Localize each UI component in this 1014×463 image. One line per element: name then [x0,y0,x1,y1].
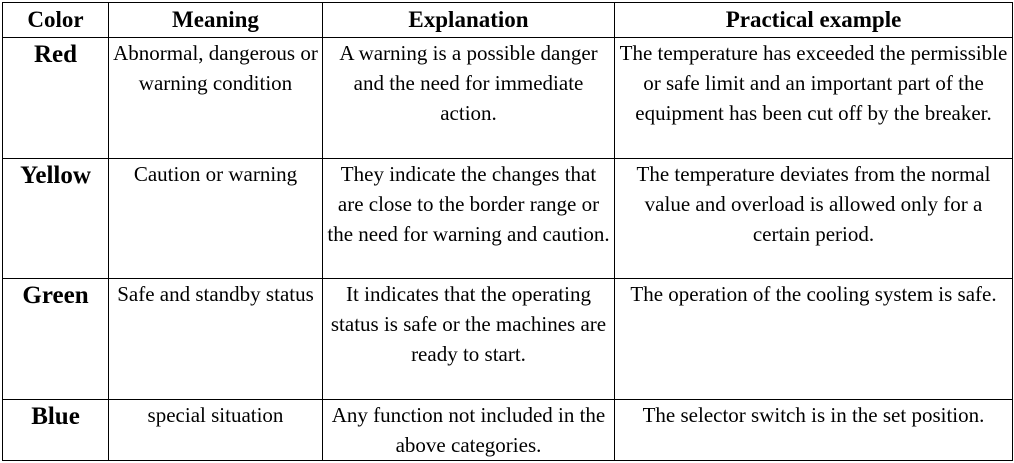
table-body [3,38,1013,461]
table-row [3,399,1013,460]
header-color: Color [3,3,109,38]
explanation-cell: A warning is a possible danger and the need for immediate action. [323,38,615,159]
header-row [3,3,1013,38]
explanation-cell: It indicates that the operating status is safe or the machines are ready to start. [323,279,615,400]
example-cell: The temperature deviates from the normal value and overload is allowed only for a certain period. [615,158,1013,279]
color-cell: Red [3,38,109,159]
example-cell: The temperature has exceeded the permissible or safe limit and an important part of the equipment has been cut off by the breaker. [615,38,1013,159]
example-cell: The operation of the cooling system is safe. [615,279,1013,400]
meaning-cell: Caution or warning [109,158,323,279]
header-explanation: Explanation [323,3,615,38]
meaning-cell: Abnormal, dangerous or warning condition [109,38,323,159]
color-cell: Blue [3,399,109,460]
meaning-cell: Safe and standby status [109,279,323,400]
explanation-cell: They indicate the changes that are close to the border range or the need for warning and caution. [323,158,615,279]
table-row [3,38,1013,159]
table-row [3,158,1013,279]
meaning-cell: special situation [109,399,323,460]
table-header [3,3,1013,38]
explanation-cell: Any function not included in the above categories. [323,399,615,460]
header-meaning: Meaning [109,3,323,38]
header-practical-example: Practical example [615,3,1013,38]
color-meaning-table [2,2,1013,461]
color-cell: Yellow [3,158,109,279]
color-cell: Green [3,279,109,400]
example-cell: The selector switch is in the set position. [615,399,1013,460]
table-row [3,279,1013,400]
